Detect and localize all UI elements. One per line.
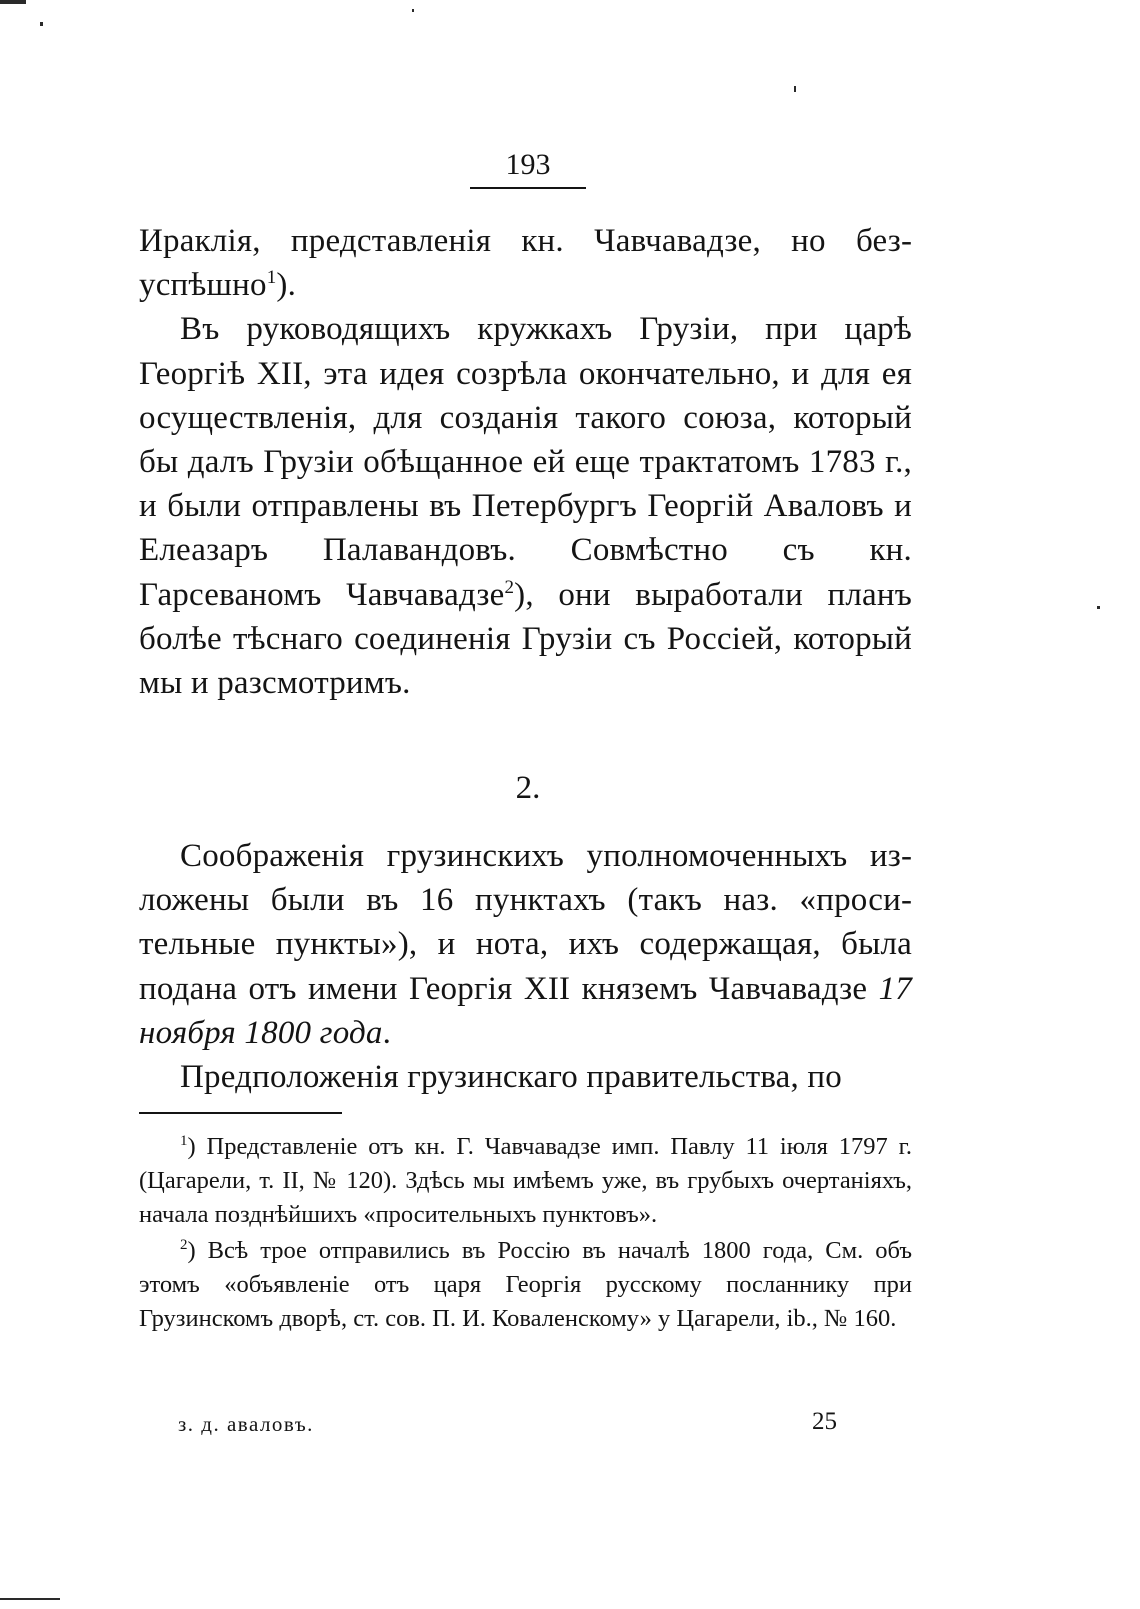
paragraph-text: ).: [276, 267, 297, 304]
page-number-rule: [470, 187, 586, 189]
body-text-block-top: [139, 219, 912, 705]
footnote-2: [139, 1234, 912, 1336]
paragraph-text: Предположенія грузинскаго правительства, по: [180, 1059, 842, 1096]
footnote-1: [139, 1130, 912, 1232]
paragraph: [139, 834, 912, 1055]
scan-speck-dot: [40, 22, 43, 26]
scan-speck-dot: [1097, 606, 1100, 609]
section-number: 2.: [515, 770, 541, 806]
date-italic: 17 ноября 1800 года: [139, 970, 912, 1051]
paragraph-text: ), они выработали планъ болѣе тѣснаго соединенія Грузіи съ Россіей, который мы и разсмотримъ.: [139, 576, 912, 702]
paragraph-text: Въ руководящихъ кружкахъ Грузіи, при царѣ Георгіѣ XII, эта идея созрѣла окончательно, и для ея осуществленія, для созданія такого союза, который бы далъ Грузіи обѣщанное ей еще трактатомъ 1783 г., и были отправлены въ Петербургъ Георгій Аваловъ и Елеазаръ Палавандовъ. Совмѣстно съ кн. Гарсеваномъ Чавчавадзе: [139, 311, 912, 613]
footnote-text: ) Всѣ трое отправились въ Россію въ началѣ 1800 года, См. объ этомъ «объявленіе отъ царя Георгія русскому посланнику при Грузинскомъ дворѣ, ст. сов. П. И. Коваленскому» у Цагарели, ib., № 160.: [139, 1237, 912, 1332]
scan-speck-top-left: [0, 0, 26, 4]
paragraph-text: Ираклія, представленія кн. Чавчавадзе, но безуспѣшно: [139, 223, 912, 304]
footnote-marker: 1: [180, 1133, 188, 1149]
printer-signature: з. д. аваловъ.: [178, 1412, 314, 1436]
scan-speck-dot: [412, 9, 414, 12]
body-text-block-bottom: [139, 834, 912, 1099]
page-number: 193: [505, 148, 551, 181]
paragraph: [139, 307, 912, 705]
footnote-marker: 2: [180, 1237, 188, 1253]
paragraph-text: .: [382, 1014, 392, 1051]
footnote-rule: [139, 1112, 342, 1114]
sheet-number: 25: [812, 1408, 837, 1435]
scan-speck-bottom-left: [0, 1598, 60, 1600]
footnote-ref-2: 2: [504, 576, 515, 598]
paragraph-continued: [139, 219, 912, 307]
paragraph: [139, 1055, 912, 1099]
footnote-text: ) Представленіе отъ кн. Г. Чавчавадзе имп. Павлу 11 іюля 1797 г. (Цагарели, т. II, № 120). Здѣсь мы имѣемъ уже, въ грубыхъ очертаніяхъ, начала позднѣйшихъ «просительныхъ пунктовъ».: [139, 1133, 912, 1228]
scan-speck-dot: [794, 86, 796, 92]
footnote-ref-1: 1: [266, 267, 277, 289]
paragraph-text: Соображенія грузинскихъ уполномоченныхъ изложены были въ 16 пунктахъ (такъ наз. «просительные пункты»), и нота, ихъ содержащая, была подана отъ имени Георгія XII княземъ Чавчавадзе: [139, 838, 912, 1007]
footnotes: [139, 1130, 912, 1336]
